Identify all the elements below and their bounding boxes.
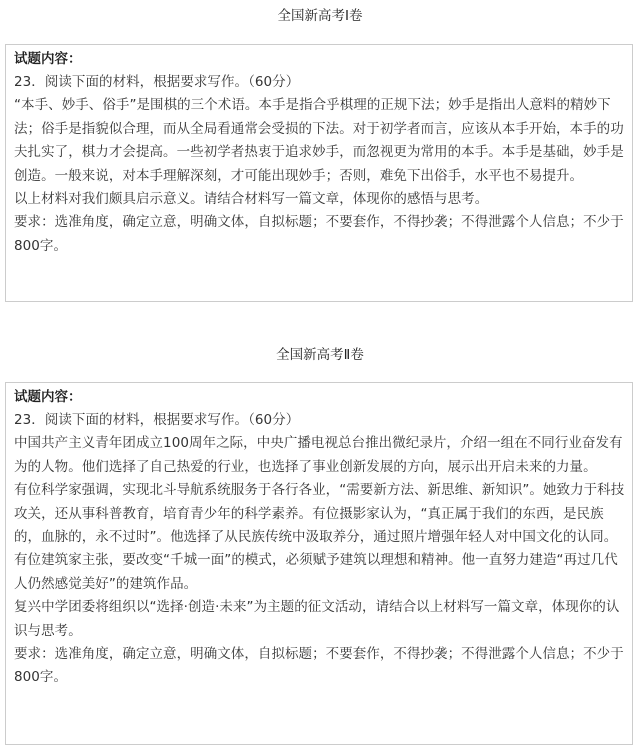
exam-2-requirements-paragraph: 要求：选准角度，确定立意，明确文体，自拟标题；不要套作，不得抄袭；不得泄露个人信息；不少于800字。 [14,646,624,686]
exam-2-material-paragraph-1: 中国共产主义青年团成立100周年之际，中央广播电视总台推出微纪录片，介绍一组在不同行业奋发有为的人物。他们选择了自己热爱的行业，也选择了事业创新发展的方向，展示出开启未来的力量。 [14,435,623,475]
exam-1-content-label: 试题内容： [14,51,82,67]
exam-1-instruction-paragraph: 以上材料对我们颇具启示意义。请结合材料写一篇文章，体现你的感悟与思考。 [14,191,489,208]
exam-1-material-paragraph: “本手、妙手、俗手”是围棋的三个术语。本手是指合乎棋理的正规下法；妙手是指出人意料的精妙下法；俗手是指貌似合理，而从全局看通常会受损的下法。对于初学者而言，应该从本手开始，本手的功夫扎实了，棋力才会提高。一些初学者热衷于追求妙手，而忽视更为常用的本手。本手是基础，妙手是创造。一般来说，对本手理解深刻，才可能出现妙手；否则，难免下出俗手，水平也不易提升。 [14,97,624,184]
exam-1-question-box [5,44,633,302]
exam-2-title: 全国新高考Ⅱ卷 [276,347,364,363]
exam-2-material-paragraph-2: 有位科学家强调，实现北斗导航系统服务于各行各业，“需要新方法、新思维、新知识”。她致力于科技攻关，还从事科普教育，培育青少年的科学素养。有位摄影家认为，“真正属于我们的东西，是民族的，血脉的，永不过时”。他选择了从民族传统中汲取养分，通过照片增强年轻人对中国文化的认同。有位建筑家主张，要改变“千城一面”的模式，必须赋予建筑以理想和精神。他一直努力建造“再过几代人仍然感觉美好”的建筑作品。 [14,482,625,592]
exam-2-question-box [5,382,633,745]
exam-2-content-label: 试题内容： [14,389,82,405]
exam-1-title: 全国新高考Ⅰ卷 [277,8,363,24]
exam-2-question-heading: 23．阅读下面的材料，根据要求写作。（60分） [14,412,300,428]
exam-2-instruction-paragraph: 复兴中学团委将组织以“选择·创造·未来”为主题的征文活动，请结合以上材料写一篇文章，体现你的认识与思考。 [14,599,620,639]
exam-1-requirements-paragraph: 要求：选准角度，确定立意，明确文体，自拟标题；不要套作，不得抄袭；不得泄露个人信息；不少于800字。 [14,214,624,254]
exam-1-question-heading: 23．阅读下面的材料，根据要求写作。（60分） [14,74,300,90]
